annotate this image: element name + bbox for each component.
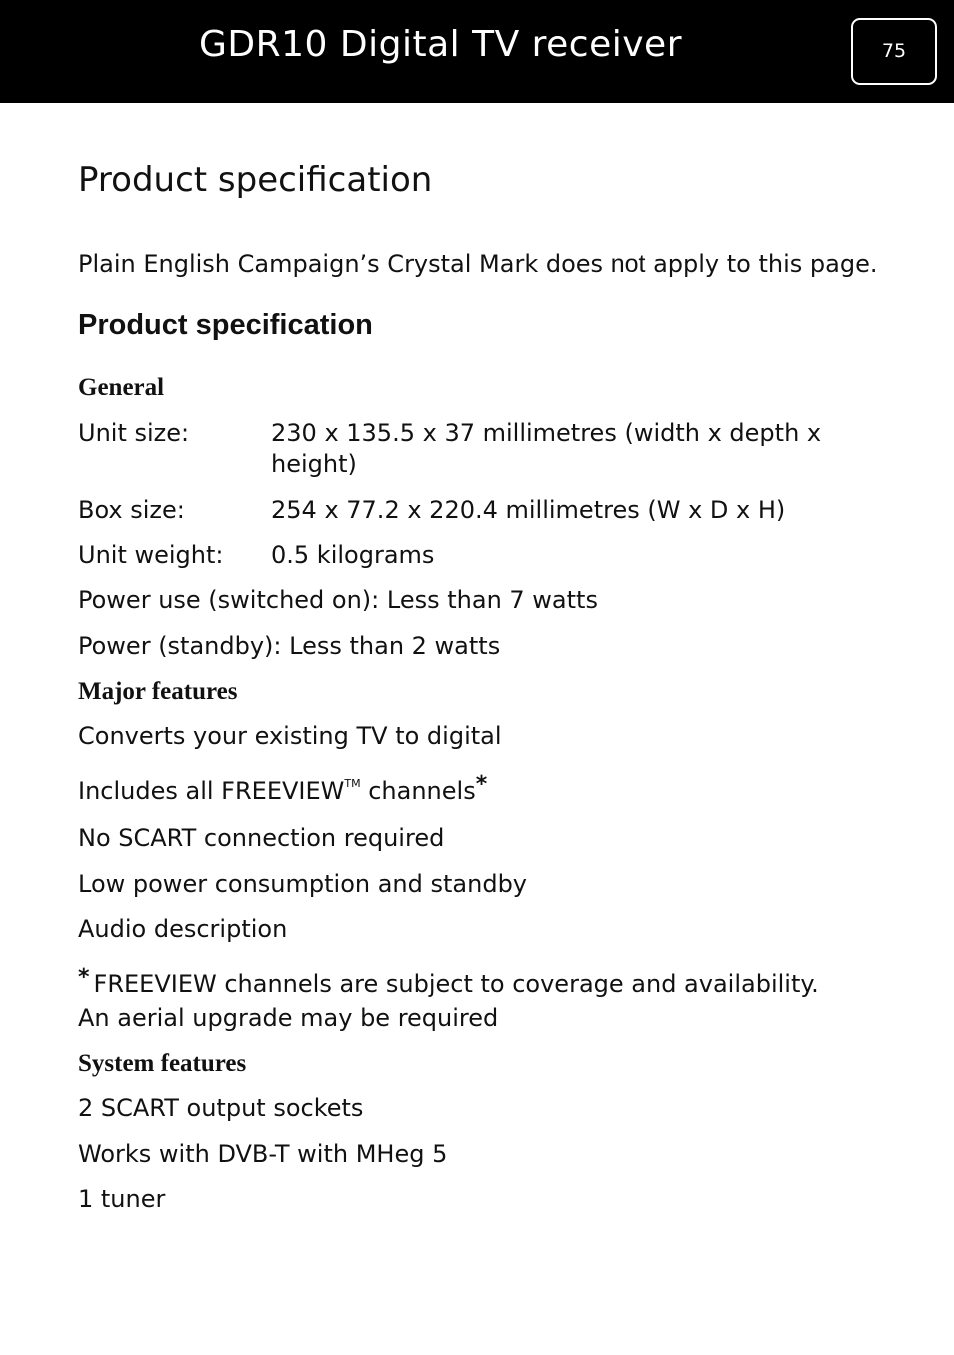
footnote-line — [78, 965, 819, 998]
spec-value-unit-weight: 0.5 kilograms — [271, 541, 435, 569]
page-number-badge: 75 — [851, 18, 937, 85]
spec-value-box-size: 254 x 77.2 x 220.4 millimetres (W x D x H) — [271, 496, 786, 524]
feature-item: Converts your existing TV to digital — [78, 722, 502, 750]
spec-label-unit-weight: Unit weight: — [78, 541, 224, 569]
system-feature-item: 2 SCART output sockets — [78, 1094, 364, 1122]
document-title: GDR10 Digital TV receiver — [199, 24, 682, 65]
system-feature-item: Works with DVB-T with MHeg 5 — [78, 1140, 448, 1168]
spec-label-box-size: Box size: — [78, 496, 185, 524]
power-standby: Power (standby): Less than 2 watts — [78, 632, 501, 660]
footnote-asterisk: * — [475, 772, 488, 797]
system-features-heading: System features — [78, 1050, 247, 1077]
feature-item-freeview — [78, 772, 488, 805]
footnote-text: FREEVIEW channels are subject to coverage and availability. — [93, 970, 819, 998]
footnote-asterisk: * — [78, 965, 90, 990]
footnote-line-2: An aerial upgrade may be required — [78, 1004, 499, 1032]
system-feature-item: 1 tuner — [78, 1185, 166, 1213]
trademark-mark: TM — [344, 777, 361, 790]
crystal-mark-emphasis: not — [610, 250, 646, 278]
crystal-mark-text-after: apply to this page. — [645, 250, 878, 278]
spec-value-unit-size: 230 x 135.5 x 37 millimetres (width x depth x height) — [271, 419, 822, 478]
crystal-mark-text-before: Plain English Campaign’s Crystal Mark does — [78, 250, 611, 278]
general-heading: General — [78, 374, 165, 401]
feature-item: No SCART connection required — [78, 824, 445, 852]
power-use-on: Power use (switched on): Less than 7 watts — [78, 586, 598, 614]
crystal-mark-note — [78, 250, 877, 279]
feature-item: Audio description — [78, 915, 288, 943]
freeview-channels-text: channels — [360, 777, 476, 805]
page-header — [0, 0, 954, 103]
freeview-text: Includes all FREEVIEW — [78, 777, 345, 805]
page-title: Product specification — [78, 160, 433, 200]
spec-label-unit-size: Unit size: — [78, 419, 190, 447]
section-heading: Product specification — [78, 309, 373, 341]
feature-item: Low power consumption and standby — [78, 870, 528, 898]
major-features-heading: Major features — [78, 678, 238, 705]
